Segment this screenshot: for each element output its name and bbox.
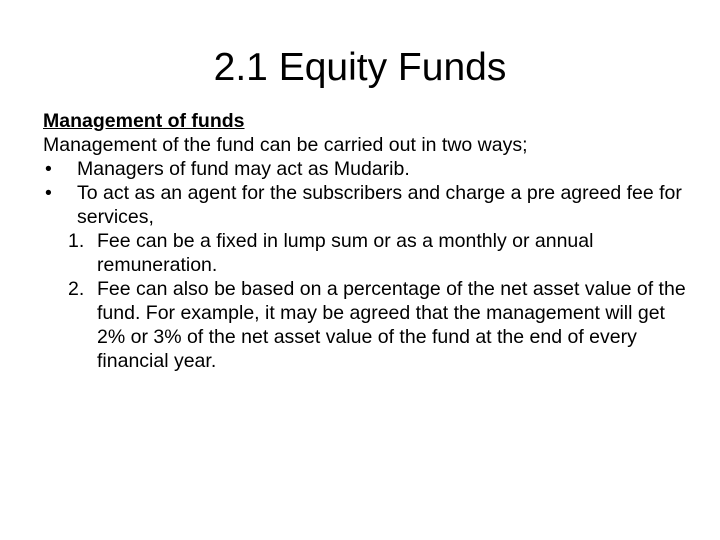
bullet-item	[43, 157, 693, 181]
numbered-item-text: Fee can also be based on a percentage of the net asset value of the fund. For example, it may be agreed that the management will get 2% or 3% of the net asset value of the fund at the end of every financial year.	[97, 278, 686, 372]
intro-text: Management of the fund can be carried out in two ways;	[43, 134, 528, 156]
section-heading: Management of funds	[43, 110, 245, 132]
numbered-item	[43, 229, 693, 277]
bullet-text: To act as an agent for the subscribers and charge a pre agreed fee for services,	[77, 182, 682, 228]
bullet-item	[43, 181, 693, 229]
item-number: 2.	[68, 278, 85, 300]
item-number: 1.	[68, 230, 85, 252]
bullet-icon: •	[45, 182, 52, 204]
numbered-item	[43, 277, 693, 373]
bullet-text: Managers of fund may act as Mudarib.	[77, 158, 410, 180]
numbered-list	[43, 229, 693, 373]
slide-content	[43, 109, 693, 373]
bullet-icon: •	[45, 158, 52, 180]
slide-title: 2.1 Equity Funds	[213, 46, 507, 89]
numbered-item-text: Fee can be a fixed in lump sum or as a monthly or annual remuneration.	[97, 230, 594, 276]
